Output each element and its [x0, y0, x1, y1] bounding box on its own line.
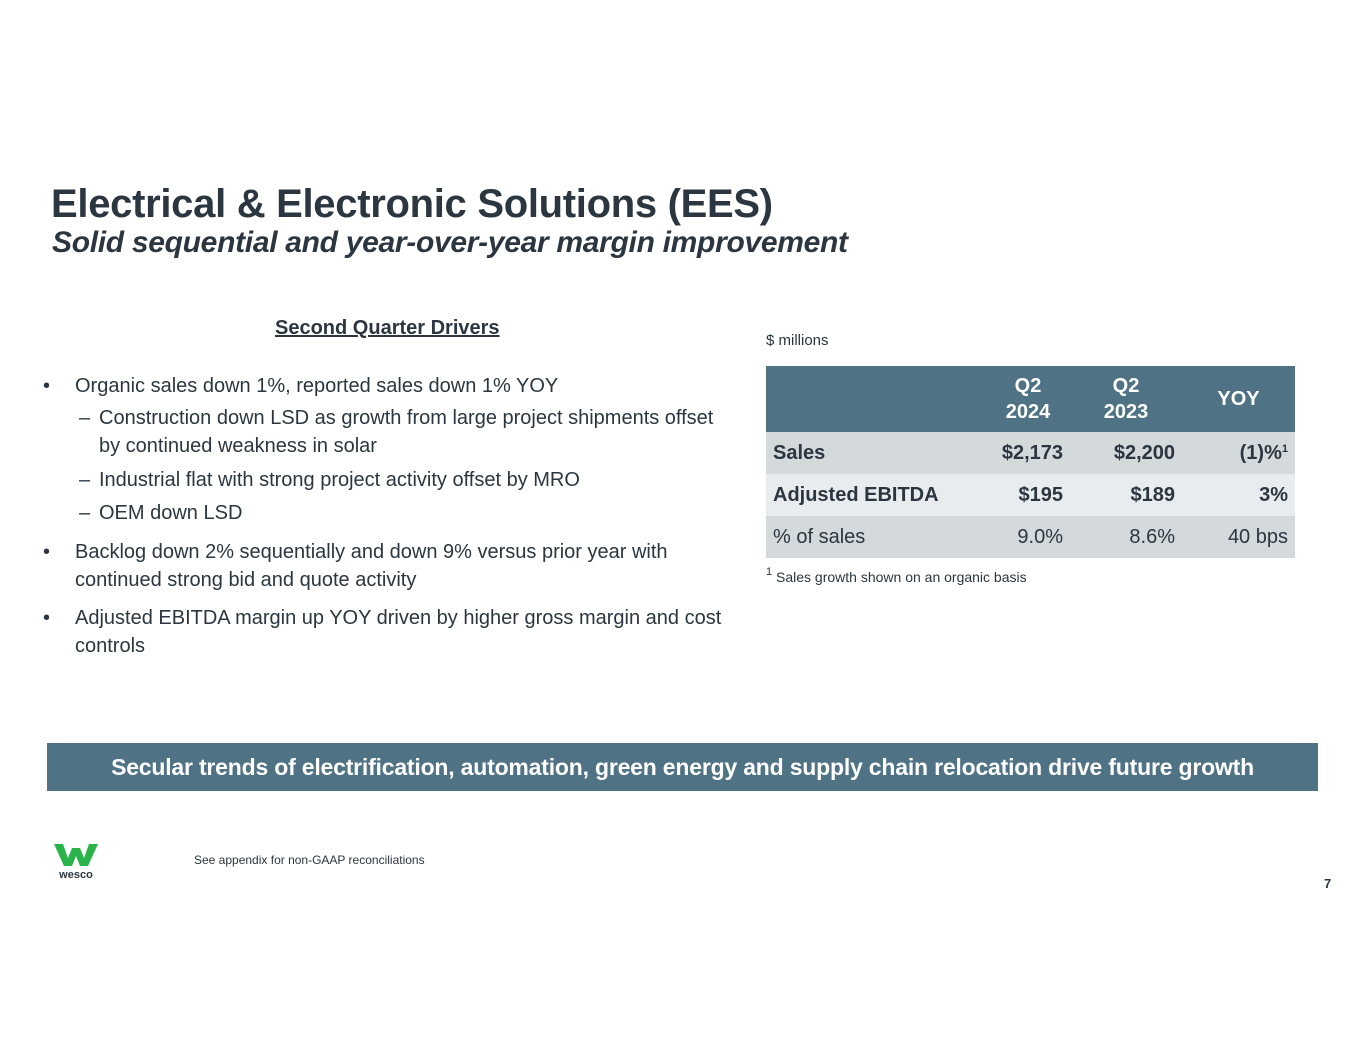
cell-value: [1182, 432, 1295, 474]
cell-value: 3%: [1182, 474, 1295, 516]
bullet-icon: •: [43, 541, 51, 563]
footnote-marker: 1: [766, 566, 773, 578]
bullet-item: [43, 604, 733, 660]
slide-subtitle: Solid sequential and year-over-year margin improvement: [52, 226, 848, 259]
header-year: 2023: [1103, 401, 1149, 423]
bullet-icon: •: [43, 375, 51, 397]
cell-value: 9.0%: [986, 516, 1070, 558]
financials-table: [766, 366, 1295, 558]
table-row-adjusted-ebitda: [766, 474, 1295, 516]
slide-title: Electrical & Electronic Solutions (EES): [51, 182, 773, 226]
footnote-text: Sales growth shown on an organic basis: [776, 569, 1027, 585]
table-header-row: [766, 366, 1295, 432]
sub-bullet-text: Industrial flat with strong project activity offset by MRO: [99, 469, 580, 491]
header-year: 2024: [1005, 401, 1051, 423]
bullet-text: Organic sales down 1%, reported sales down 1% YOY: [75, 375, 559, 397]
cell-value: $189: [1070, 474, 1182, 516]
header-blank: [766, 366, 986, 432]
sub-bullet-text: OEM down LSD: [99, 502, 243, 524]
drivers-list: [43, 372, 733, 660]
header-q2-2023: [1070, 366, 1182, 432]
page-number: 7: [1324, 876, 1332, 891]
bullet-icon: •: [43, 607, 51, 629]
row-label: % of sales: [766, 516, 986, 558]
footnote-marker: 1: [1281, 442, 1288, 455]
units-label: $ millions: [766, 332, 829, 349]
row-label: Adjusted EBITDA: [766, 474, 986, 516]
dash-icon: –: [79, 469, 91, 491]
wesco-w-icon: [54, 844, 98, 866]
drivers-heading: Second Quarter Drivers: [275, 317, 500, 339]
header-quarter: Q2: [1112, 375, 1140, 397]
yoy-value: (1)%: [1239, 441, 1282, 464]
bullet-text: Adjusted EBITDA margin up YOY driven by higher gross margin and cost controls: [75, 607, 722, 657]
dash-icon: –: [79, 502, 91, 524]
cell-value: $2,200: [1070, 432, 1182, 474]
sub-bullet-item: [79, 404, 733, 460]
sub-bullet-text: Construction down LSD as growth from large project shipments offset by continued weakness in solar: [99, 407, 714, 457]
wesco-logo: [54, 844, 98, 881]
appendix-note: See appendix for non-GAAP reconciliations: [194, 853, 425, 867]
header-q2-2024: [986, 366, 1070, 432]
cell-value: 40 bps: [1182, 516, 1295, 558]
sub-bullet-item: [79, 499, 733, 527]
bullet-item: [43, 538, 733, 594]
logo-wordmark: wesco: [59, 869, 93, 881]
cell-value: $195: [986, 474, 1070, 516]
sub-bullet-item: [79, 466, 733, 494]
table-footnote: [766, 566, 1027, 585]
bullet-text: Backlog down 2% sequentially and down 9% versus prior year with continued strong bid and quote activity: [75, 541, 668, 591]
header-yoy: YOY: [1182, 366, 1295, 432]
cell-value: 8.6%: [1070, 516, 1182, 558]
table-row-percent-of-sales: [766, 516, 1295, 558]
dash-icon: –: [79, 407, 91, 429]
bullet-item: [43, 372, 733, 400]
cell-value: $2,173: [986, 432, 1070, 474]
table-row-sales: [766, 432, 1295, 474]
header-quarter: Q2: [1014, 375, 1042, 397]
row-label: Sales: [766, 432, 986, 474]
takeaway-banner: Secular trends of electrification, automation, green energy and supply chain relocation drive future growth: [47, 743, 1318, 791]
